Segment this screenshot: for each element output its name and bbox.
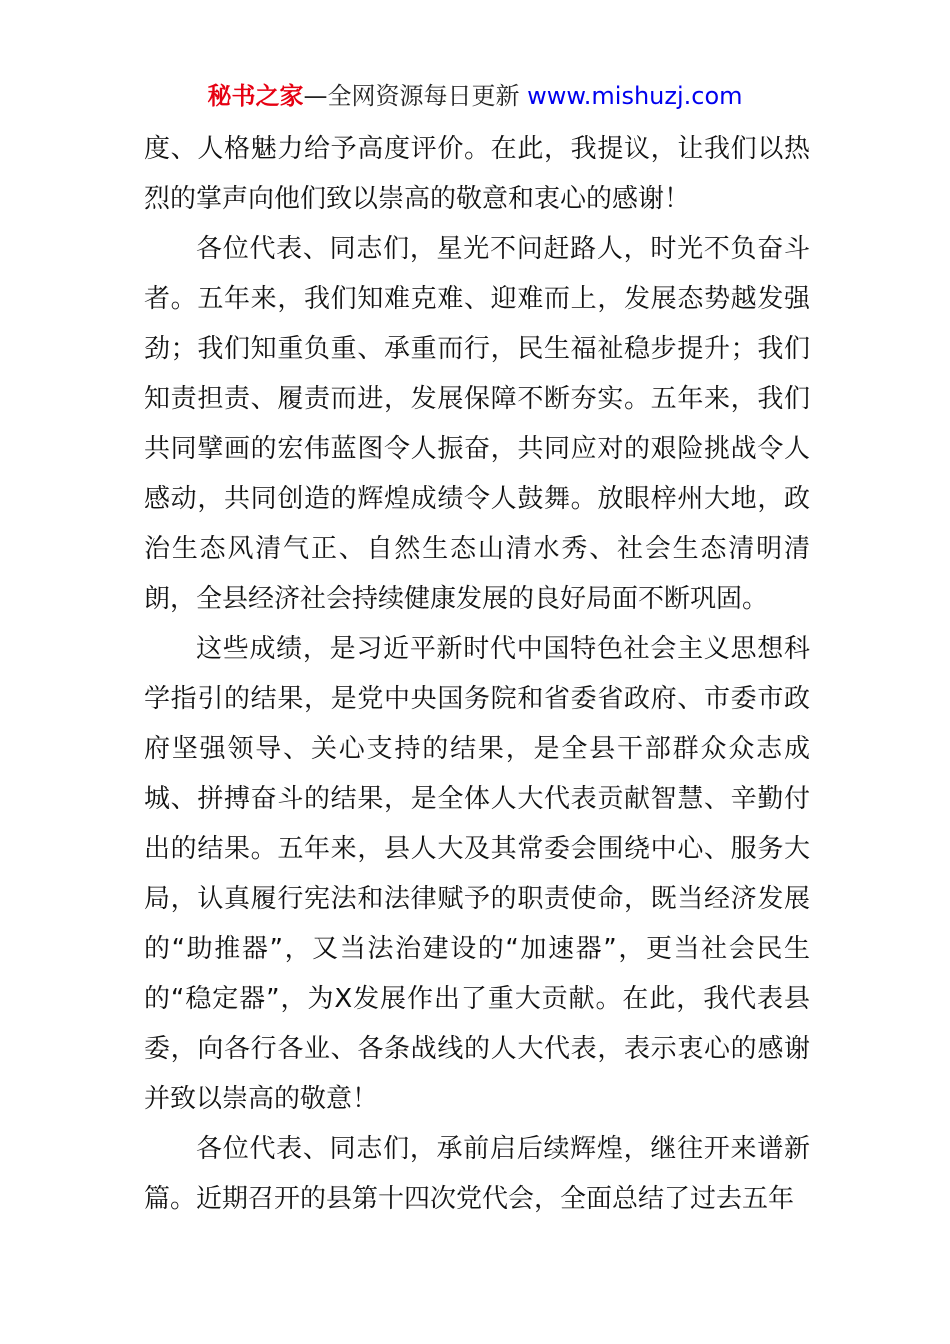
- page-header: [0, 80, 950, 112]
- paragraph-continued: 度、人格魅力给予高度评价。在此，我提议，让我们以热烈的掌声向他们致以崇高的敬意和衷心的感谢！: [144, 134, 810, 214]
- paragraph: 各位代表、同志们，星光不问赶路人，时光不负奋斗者。五年来，我们知难克难、迎难而上，发展态势越发强劲；我们知重负重、承重而行，民生福祉稳步提升；我们知责担责、履责而进，发展保障不断夯实。五年来，我们共同擘画的宏伟蓝图令人振奋，共同应对的艰险挑战令人感动，共同创造的辉煌成绩令人鼓舞。放眼梓州大地，政治生态风清气正、自然生态山清水秀、社会生态清明清朗，全县经济社会持续健康发展的良好局面不断巩固。: [144, 234, 810, 614]
- paragraph: 这些成绩，是习近平新时代中国特色社会主义思想科学指引的结果，是党中央国务院和省委省政府、市委市政府坚强领导、关心支持的结果，是全县干部群众众志成城、拼搏奋斗的结果，是全体人大代表贡献智慧、辛勤付出的结果。五年来，县人大及其常委会围绕中心、服务大局，认真履行宪法和法律赋予的职责使命，既当经济发展的“助推器”，又当法治建设的“加速器”，更当社会民生的“稳定器”，为X发展作出了重大贡献。在此，我代表县委，向各行各业、各条战线的人大代表，表示衷心的感谢并致以崇高的敬意！: [144, 634, 810, 1114]
- paragraph: 各位代表、同志们，承前启后续辉煌，继往开来谱新篇。近期召开的县第十四次党代会，全面总结了过去五年: [144, 1134, 810, 1214]
- header-tagline: —全网资源每日更新: [303, 82, 520, 110]
- document-body: [144, 124, 810, 1224]
- brand-name: 秘书之家: [207, 82, 304, 110]
- site-url-link[interactable]: www.mishuzj.com: [527, 82, 743, 110]
